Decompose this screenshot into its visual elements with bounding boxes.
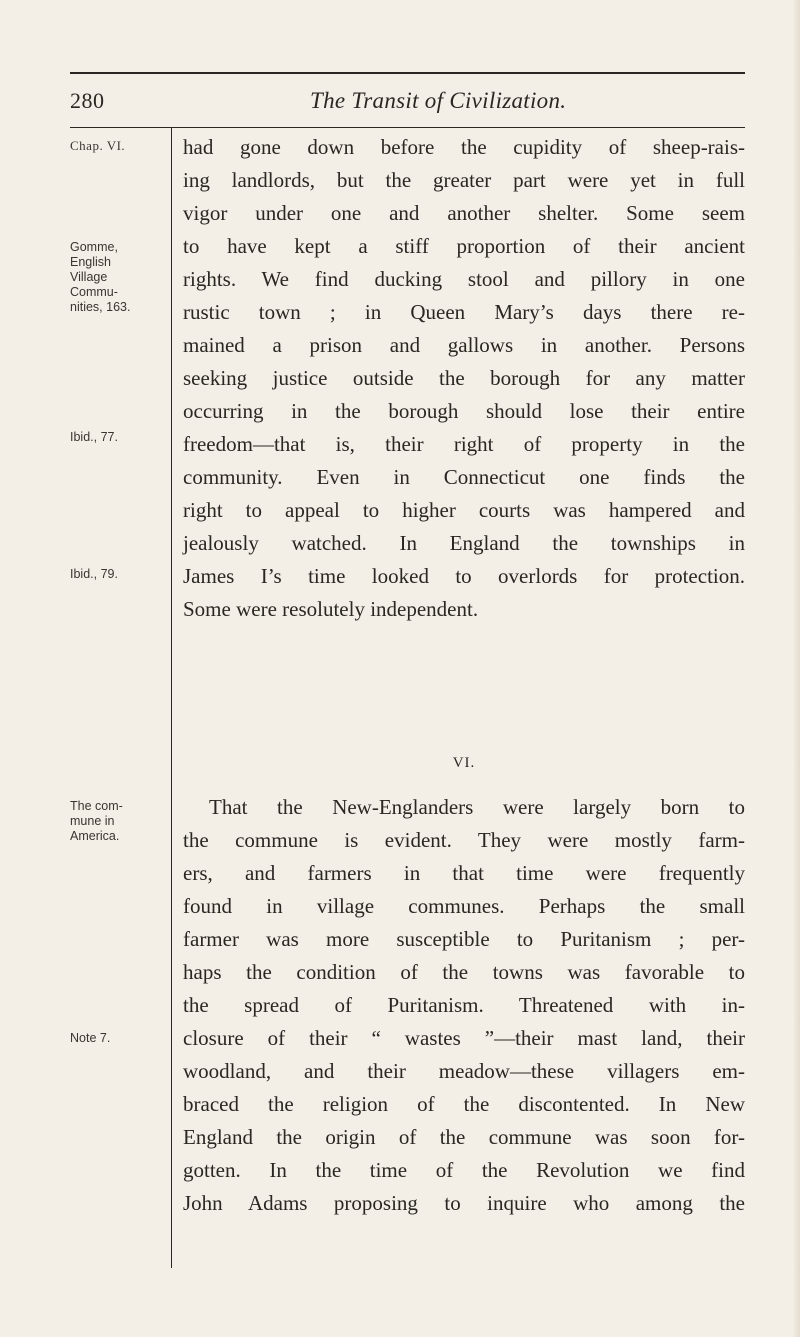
commune-america-note-line: The com- [70,799,123,813]
text-line: found in village communes. Perhaps the small [183,894,745,918]
gomme-note-line: Gomme, [70,240,118,254]
page-number: 280 [70,88,105,113]
text-line: right to appeal to higher courts was hampered and [183,498,745,522]
text-line: John Adams proposing to inquire who among the [183,1191,745,1215]
text-line: farmer was more susceptible to Puritanism ; per- [183,927,745,951]
text-line: jealously watched. In England the townships in [183,531,745,555]
text-line: gotten. In the time of the Revolution we find [183,1158,745,1182]
commune-america-note-line: America. [70,829,120,843]
gomme-note-line: Commu- [70,285,118,299]
section-heading: VI. [452,755,476,771]
text-line: woodland, and their meadow—these villagers em- [183,1059,745,1083]
note-7: Note 7. [70,1031,111,1045]
text-line: community. Even in Connecticut one finds the [183,465,745,489]
text-line: ers, and farmers in that time were frequently [183,861,745,885]
paragraph-2 [183,791,745,1220]
text-line: the spread of Puritanism. Threatened with in- [183,993,745,1017]
running-title: The Transit of Civilization. [310,88,567,113]
text-line: ing landlords, but the greater part were yet in full [183,168,745,192]
text-line: had gone down before the cupidity of sheep-rais- [183,135,745,159]
text-line: haps the condition of the towns was favorable to [183,960,745,984]
text-line: Some were resolutely independent. [183,597,479,621]
gomme-note-line: Village [70,270,108,284]
ibid-79-note: Ibid., 79. [70,567,118,581]
commune-america-note [70,799,170,844]
gomme-note-line: English [70,255,111,269]
text-line: braced the religion of the discontented. In New [183,1092,745,1116]
text-line: James I’s time looked to overlords for protection. [183,564,745,588]
text-line: freedom—that is, their right of property in the [183,432,745,456]
text-line: England the origin of the commune was soon for- [183,1125,745,1149]
text-line: rights. We find ducking stool and pillory in one [183,267,745,291]
text-line: the commune is evident. They were mostly farm- [183,828,745,852]
ibid-77-note: Ibid., 77. [70,430,118,444]
page-header [70,88,745,122]
text-line: vigor under one and another shelter. Some seem [183,201,745,225]
paragraph-1 [183,131,745,626]
text-line: occurring in the borough should lose their entire [183,399,745,423]
gomme-note [70,240,170,315]
chapter-label: Chap. VI. [70,138,126,153]
commune-america-note-line: mune in [70,814,115,828]
text-line: closure of their “ wastes ”—their mast land, their [183,1026,745,1050]
top-rule [70,72,745,74]
text-line: mained a prison and gallows in another. Persons [183,333,745,357]
gomme-note-line: nities, 163. [70,300,131,314]
text-line: rustic town ; in Queen Mary’s days there re- [183,300,745,324]
page-edge-shadow [794,0,800,1337]
text-line: seeking justice outside the borough for any matter [183,366,745,390]
text-line: to have kept a stiff proportion of their ancient [183,234,745,258]
margin-rule [171,128,172,1268]
text-line: That the New-Englanders were largely born to [209,795,745,819]
